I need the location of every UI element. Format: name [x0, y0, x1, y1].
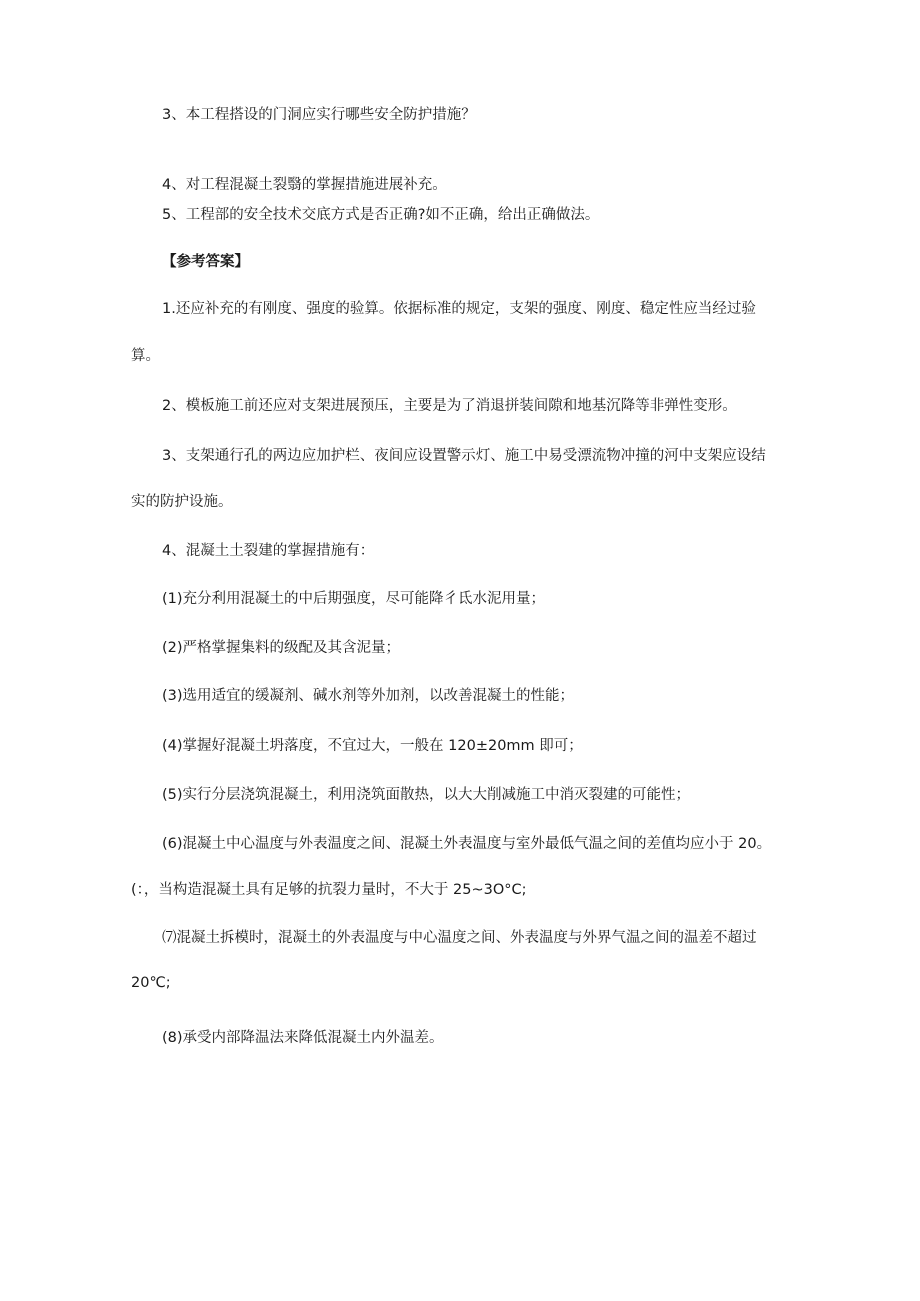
measure-6-line-1: (6)混凝土中心温度与外表温度之间、混凝土外表温度与室外最低气温之间的差值均应小于 20。: [162, 836, 772, 852]
measure-3: (3)选用适宜的缓凝剂、碱水剂等外加剂，以改善混凝土的性能；: [162, 688, 575, 704]
measure-4: (4)掌握好混凝土坍落度，不宜过大，一般在 120±20mm 即可；: [162, 738, 583, 754]
answer-2: 2、模板施工前还应对支架进展预压，主要是为了消退拼装间隙和地基沉降等非弹性变形。: [162, 398, 737, 414]
answer-1-line-1: 1.还应补充的有刚度、强度的验算。依据标准的规定，支架的强度、刚度、稳定性应当经过验: [162, 301, 756, 317]
measure-2: (2)严格掌握集料的级配及其含泥量；: [162, 640, 401, 656]
answer-4-intro: 4、混凝土土裂建的掌握措施有：: [162, 543, 375, 559]
answer-3-line-1: 3、支架通行孔的两边应加护栏、夜间应设置警示灯、施工中易受漂流物冲撞的河中支架应设结: [162, 448, 766, 464]
measure-7-line-1: ⑺混凝土拆模时，混凝土的外表温度与中心温度之间、外表温度与外界气温之间的温差不超过: [162, 930, 757, 946]
question-3: 3、本工程搭设的门洞应实行哪些安全防护措施？: [162, 107, 476, 123]
measure-5: (5)实行分层浇筑混凝土，利用浇筑面散热，以大大削减施工中消灭裂建的可能性；: [162, 787, 691, 803]
answer-1-line-2: 算。: [131, 348, 160, 364]
answer-heading: 【参考答案】: [162, 254, 249, 270]
measure-7-line-2: 20℃;: [131, 975, 171, 991]
question-4: 4、对工程混凝土裂翳的掌握措施进展补充。: [162, 177, 447, 193]
question-5: 5、工程部的安全技术交底方式是否正确?如不正确，给出正确做法。: [162, 207, 600, 223]
measure-1: (1)充分利用混凝土的中后期强度，尽可能降彳氐水泥用量；: [162, 591, 546, 607]
measure-6-line-2: (：，当构造混凝土具有足够的抗裂力量时，不大于 25~3O°C;: [131, 882, 527, 898]
measure-8: (8)承受内部降温法来降低混凝土内外温差。: [162, 1030, 444, 1046]
answer-3-line-2: 实的防护设施。: [131, 494, 233, 510]
